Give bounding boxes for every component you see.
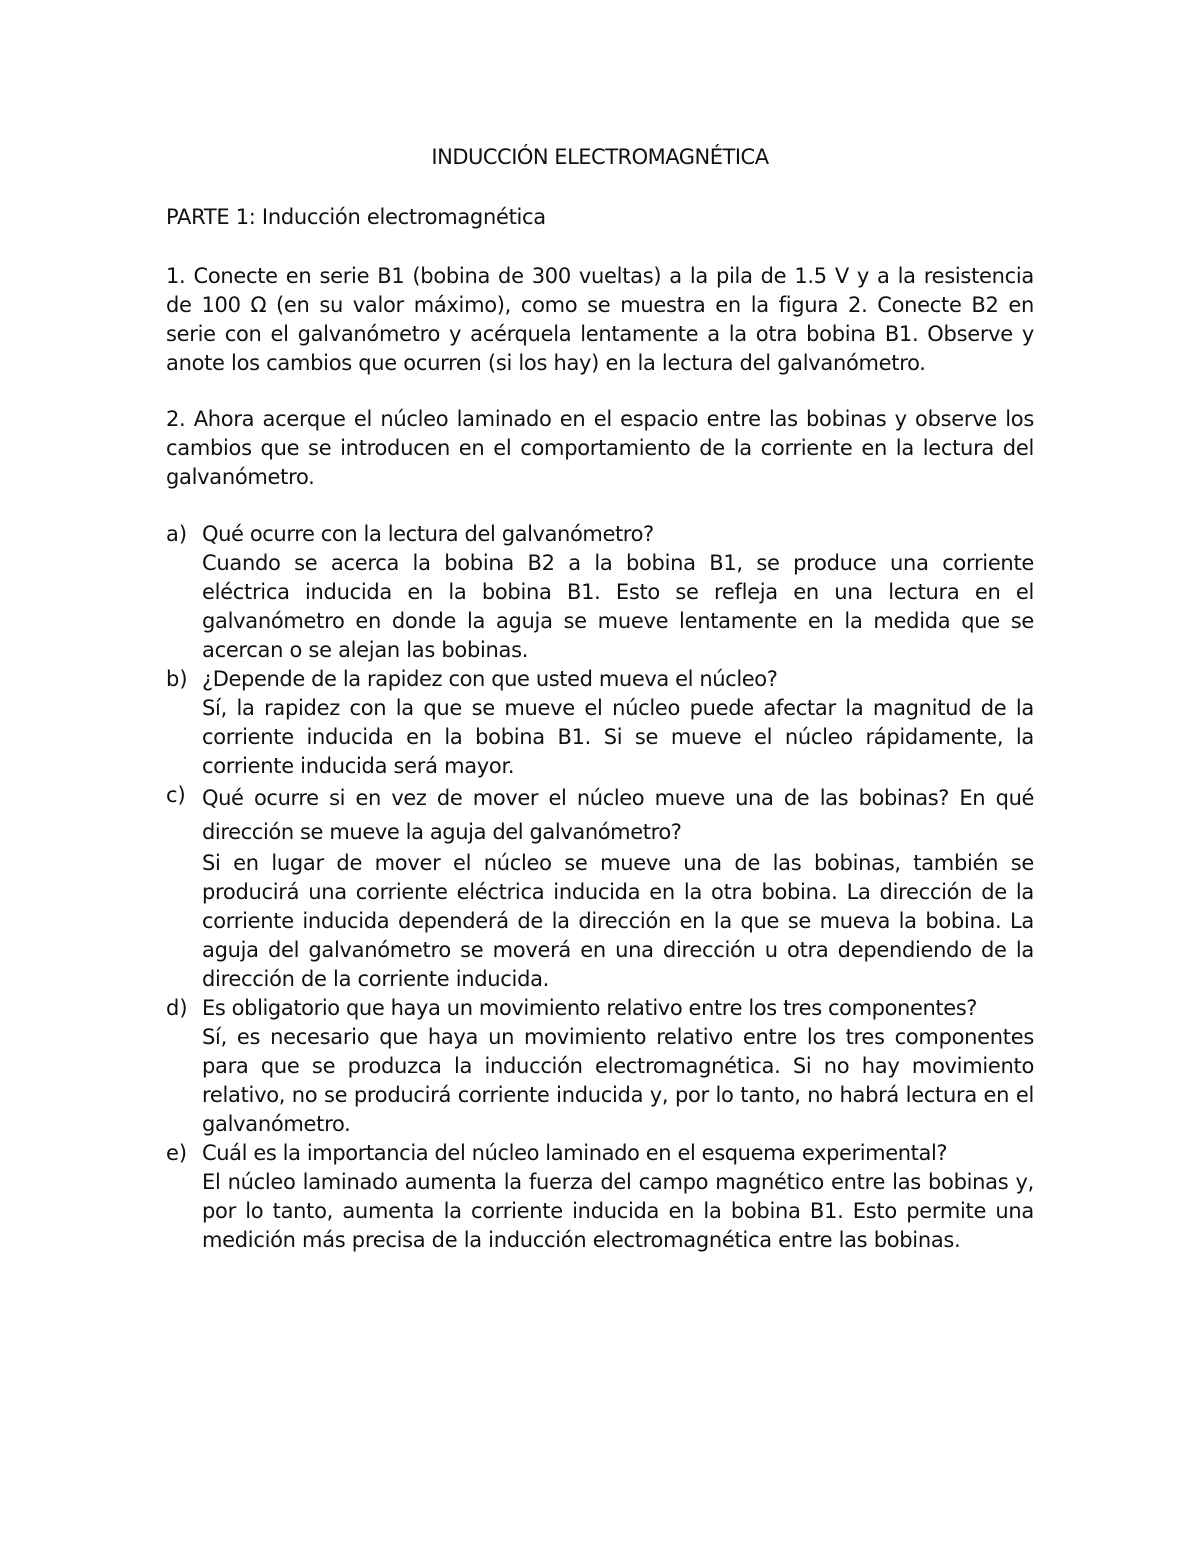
- answer-text: Si en lugar de mover el núcleo se mueve una de las bobinas, también se producirá una corriente eléctrica inducida en la otra bobina. La dirección de la corriente inducida dependerá de la dirección en la que se mueva la bobina. La aguja del galvanómetro se moverá en una dirección u otra dependiendo de la dirección de la corriente inducida.: [202, 851, 1034, 991]
- question-list: [166, 520, 1034, 1255]
- question-letter: d): [166, 996, 188, 1020]
- question-item-c: [166, 781, 1034, 994]
- question-letter: a): [166, 522, 188, 546]
- question-letter: e): [166, 1141, 188, 1165]
- question-item-a: [166, 520, 1034, 665]
- question-item-b: [166, 665, 1034, 781]
- question-item-e: [166, 1139, 1034, 1255]
- question-letter: c): [166, 783, 186, 807]
- instruction-paragraph-2: 2. Ahora acerque el núcleo laminado en el espacio entre las bobinas y observe los cambios que se introducen en el comportamiento de la corriente en la lectura del galvanómetro.: [166, 407, 1034, 489]
- question-text: ¿Depende de la rapidez con que usted mueva el núcleo?: [202, 667, 778, 691]
- question-text: Es obligatorio que haya un movimiento relativo entre los tres componentes?: [202, 996, 978, 1020]
- answer-text: Cuando se acerca la bobina B2 a la bobina B1, se produce una corriente eléctrica inducida en la bobina B1. Esto se refleja en una lectura en el galvanómetro en donde la aguja se mueve lentamente en la medida que se acercan o se alejan las bobinas.: [202, 551, 1034, 662]
- answer-text: Sí, la rapidez con la que se mueve el núcleo puede afectar la magnitud de la corriente inducida en la bobina B1. Si se mueve el núcleo rápidamente, la corriente inducida será mayor.: [202, 696, 1034, 778]
- document-title: INDUCCIÓN ELECTROMAGNÉTICA: [431, 145, 769, 169]
- question-item-d: [166, 994, 1034, 1139]
- question-text: Cuál es la importancia del núcleo laminado en el esquema experimental?: [202, 1141, 948, 1165]
- section-heading: PARTE 1: Inducción electromagnética: [166, 205, 546, 229]
- answer-text: Sí, es necesario que haya un movimiento relativo entre los tres componentes para que se produzca la inducción electromagnética. Si no hay movimiento relativo, no se producirá corriente inducida y, por lo tanto, no habrá lectura en el galvanómetro.: [202, 1025, 1034, 1136]
- question-text: Qué ocurre con la lectura del galvanómetro?: [202, 522, 654, 546]
- question-text: Qué ocurre si en vez de mover el núcleo mueve una de las bobinas? En qué dirección se mueve la aguja del galvanómetro?: [202, 786, 1034, 844]
- answer-text: El núcleo laminado aumenta la fuerza del campo magnético entre las bobinas y, por lo tanto, aumenta la corriente inducida en la bobina B1. Esto permite una medición más precisa de la inducción electromagnética entre las bobinas.: [202, 1170, 1034, 1252]
- question-letter: b): [166, 667, 188, 691]
- instruction-paragraph-1: 1. Conecte en serie B1 (bobina de 300 vueltas) a la pila de 1.5 V y a la resistencia de 100 Ω (en su valor máximo), como se muestra en la figura 2. Conecte B2 en serie con el galvanómetro y acérquela lentamente a la otra bobina B1. Observe y anote los cambios que ocurren (si los hay) en la lectura del galvanómetro.: [166, 264, 1034, 375]
